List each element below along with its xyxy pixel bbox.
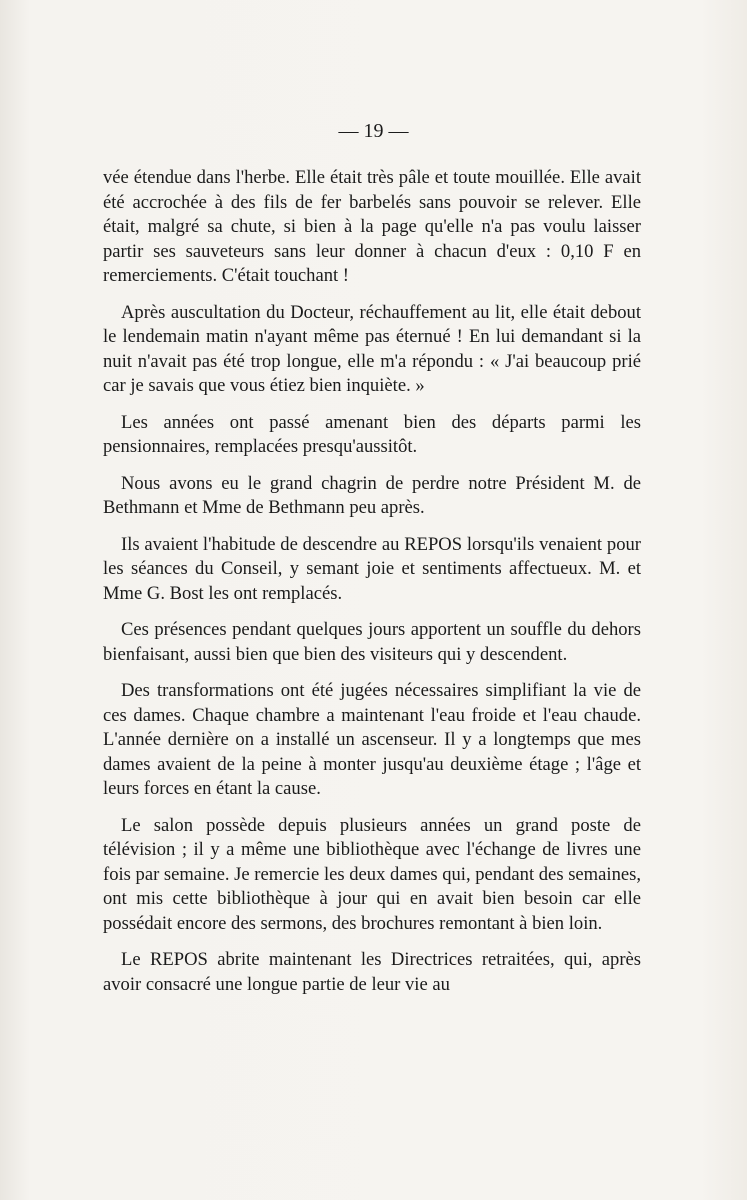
paragraph-1: vée étendue dans l'herbe. Elle était très pâle et toute mouillée. Elle avait été accrochée à des fils de fer barbelés sans pouvoir se relever. Elle était, malgré sa chute, si bien à la page qu'elle n'a pas voulu laisser partir ses sauveteurs sans leur donner à chacun d'eux : 0,10 F en remerciements. C'était touchant ! bbox=[103, 167, 641, 286]
paragraph-8: Le salon possède depuis plusieurs années un grand poste de télévision ; il y a même une bibliothèque avec l'échange de livres une fois par semaine. Je remercie les deux dames qui, pendant des semaines, ont mis cette bibliothèque à jour qui en avait bien besoin car elle possédait encore des sermons, des brochures remontant à bien loin. bbox=[103, 814, 642, 934]
page-number: — 19 — bbox=[338, 120, 409, 142]
paragraph-3: Les années ont passé amenant bien des départs parmi les pensionnaires, remplacées presqu'aussitôt. bbox=[103, 411, 641, 457]
paragraph-6: Ces présences pendant quelques jours apportent un souffle du dehors bienfaisant, aussi bien que bien des visiteurs qui y descendent. bbox=[103, 619, 641, 665]
body-text bbox=[103, 166, 641, 1009]
paragraph-7: Des transformations ont été jugées nécessaires simplifiant la vie de ces dames. Chaque chambre a maintenant l'eau froide et l'eau chaude. L'année dernière on a installé un ascenseur. Il y a longtemps que mes dames avaient de la peine à monter jusqu'au deuxième étage ; l'âge et leurs forces en étant la cause. bbox=[103, 680, 641, 799]
paragraph-9: Le REPOS abrite maintenant les Directrices retraitées, qui, après avoir consacré une longue partie de leur vie au bbox=[103, 949, 641, 995]
paragraph-4: Nous avons eu le grand chagrin de perdre notre Président M. de Bethmann et Mme de Bethmann peu après. bbox=[103, 472, 641, 518]
paragraph-5: Ils avaient l'habitude de descendre au REPOS lorsqu'ils venaient pour les séances du Conseil, y semant joie et sentiments affectueux. M. et Mme G. Bost les ont remplacés. bbox=[103, 533, 641, 604]
paragraph-2: Après auscultation du Docteur, réchauffement au lit, elle était debout le lendemain matin n'ayant même pas éternué ! En lui demandant si la nuit n'avait pas été trop longue, elle m'a répondu : « J'ai beaucoup prié car je savais que vous étiez bien inquiète. » bbox=[103, 301, 641, 396]
